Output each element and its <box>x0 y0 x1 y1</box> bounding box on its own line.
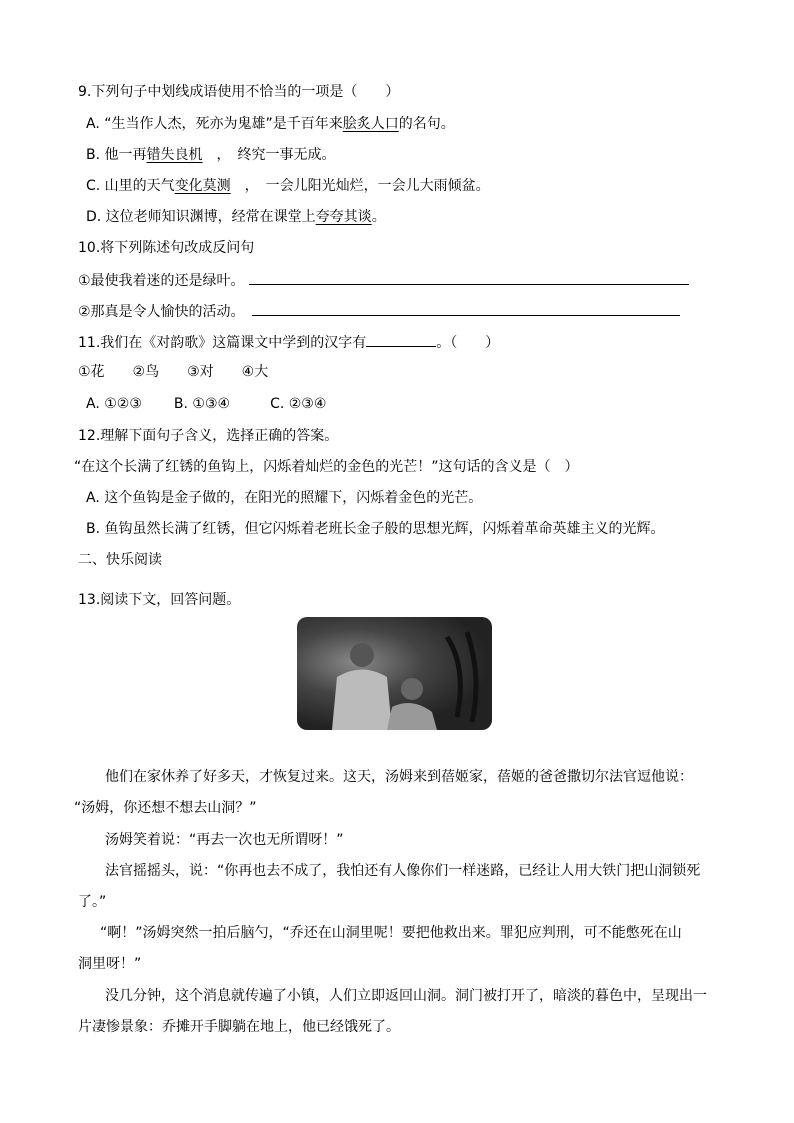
q9-option-d <box>86 208 386 226</box>
q11-items: ①花 ②鸟 ③对 ④大 <box>78 364 269 380</box>
text: B. 他一再 <box>86 147 147 163</box>
passage-line: 片凄惨景象：乔摊开手脚躺在地上，他已经饿死了。 <box>78 1019 400 1035</box>
q12-quote: “在这个长满了红锈的鱼钩上，闪烁着灿烂的金色的光芒！”这句话的含义是（ ） <box>74 459 579 475</box>
answer-blank[interactable] <box>366 332 436 347</box>
text: 。（ ） <box>436 335 500 351</box>
story-illustration <box>297 617 492 730</box>
passage-line: “啊！”汤姆突然一拍后脑勺，“乔还在山洞里呢！要把他救出来。罪犯应判刑，可不能憋死在山 <box>100 925 682 941</box>
option-a: A. ①②③ <box>86 396 142 412</box>
q10-title: 10.将下列陈述句改成反问句 <box>78 240 255 256</box>
section-heading: 二、快乐阅读 <box>78 552 162 568</box>
q9-option-b <box>86 146 336 164</box>
underlined-idiom: 脍炙人口 <box>342 116 399 132</box>
q11-options <box>86 395 326 413</box>
answer-blank[interactable] <box>249 270 689 285</box>
q10-sentence-1 <box>78 270 689 290</box>
q10-sentence-2 <box>78 301 680 321</box>
q13-title: 13.阅读下文，回答问题。 <box>78 592 241 608</box>
q11-title <box>78 332 499 352</box>
text: C. 山里的天气 <box>86 178 175 194</box>
text: ②那真是令人愉快的活动。 <box>78 304 238 320</box>
passage-line: 法官摇摇头，说：“你再也去不成了，我怕还有人像你们一样迷路，已经让人用大铁门把山洞锁死 <box>105 863 701 879</box>
text: 11.我们在《对韵歌》这篇课文中学到的汉字有 <box>78 335 367 351</box>
illustration-figures <box>297 617 492 730</box>
q12-title: 12.理解下面句子含义，选择正确的答案。 <box>78 428 339 444</box>
text: A. “生当作人杰，死亦为鬼雄”是千百年来 <box>86 116 343 132</box>
passage-line: 他们在家休养了好多天，才恢复过来。这天，汤姆来到蓓姬家，蓓姬的爸爸撒切尔法官逗他说： <box>105 769 693 785</box>
passage-line: 了。” <box>78 894 107 910</box>
q9-option-c <box>86 177 490 195</box>
text: 。 <box>371 209 386 225</box>
text: ， 终究一事无成。 <box>202 147 336 163</box>
q12-option-b: B. 鱼钩虽然长满了红锈，但它闪烁着老班长金子般的思想光辉，闪烁着革命英雄主义的光辉。 <box>86 521 665 537</box>
text: ①最使我着迷的还是绿叶。 <box>78 273 245 289</box>
underlined-idiom: 夸夸其谈 <box>315 209 372 225</box>
text: ， 一会儿阳光灿烂，一会儿大雨倾盆。 <box>230 178 490 194</box>
option-c: C. ②③④ <box>270 396 327 412</box>
passage-line: 没几分钟，这个消息就传遍了小镇，人们立即返回山洞。洞门被打开了，暗淡的暮色中，呈现出一 <box>105 988 707 1004</box>
text: D. 这位老师知识渊博，经常在课堂上 <box>86 209 316 225</box>
option-b: B. ①③④ <box>173 396 231 412</box>
passage-line: “汤姆，你还想不想去山洞？” <box>74 800 257 816</box>
q9-title: 9.下列句子中划线成语使用不恰当的一项是（ ） <box>78 84 400 100</box>
answer-blank[interactable] <box>252 301 680 316</box>
passage-line: 汤姆笑着说：“再去一次也无所谓呀！” <box>105 832 344 848</box>
passage-line: 洞里呀！” <box>78 956 142 972</box>
q12-option-a: A. 这个鱼钩是金子做的，在阳光的照耀下，闪烁着金色的光芒。 <box>86 490 483 506</box>
underlined-idiom: 变化莫测 <box>174 178 231 194</box>
text: 的名句。 <box>398 116 455 132</box>
q9-option-a <box>86 115 455 133</box>
underlined-idiom: 错失良机 <box>146 147 203 163</box>
